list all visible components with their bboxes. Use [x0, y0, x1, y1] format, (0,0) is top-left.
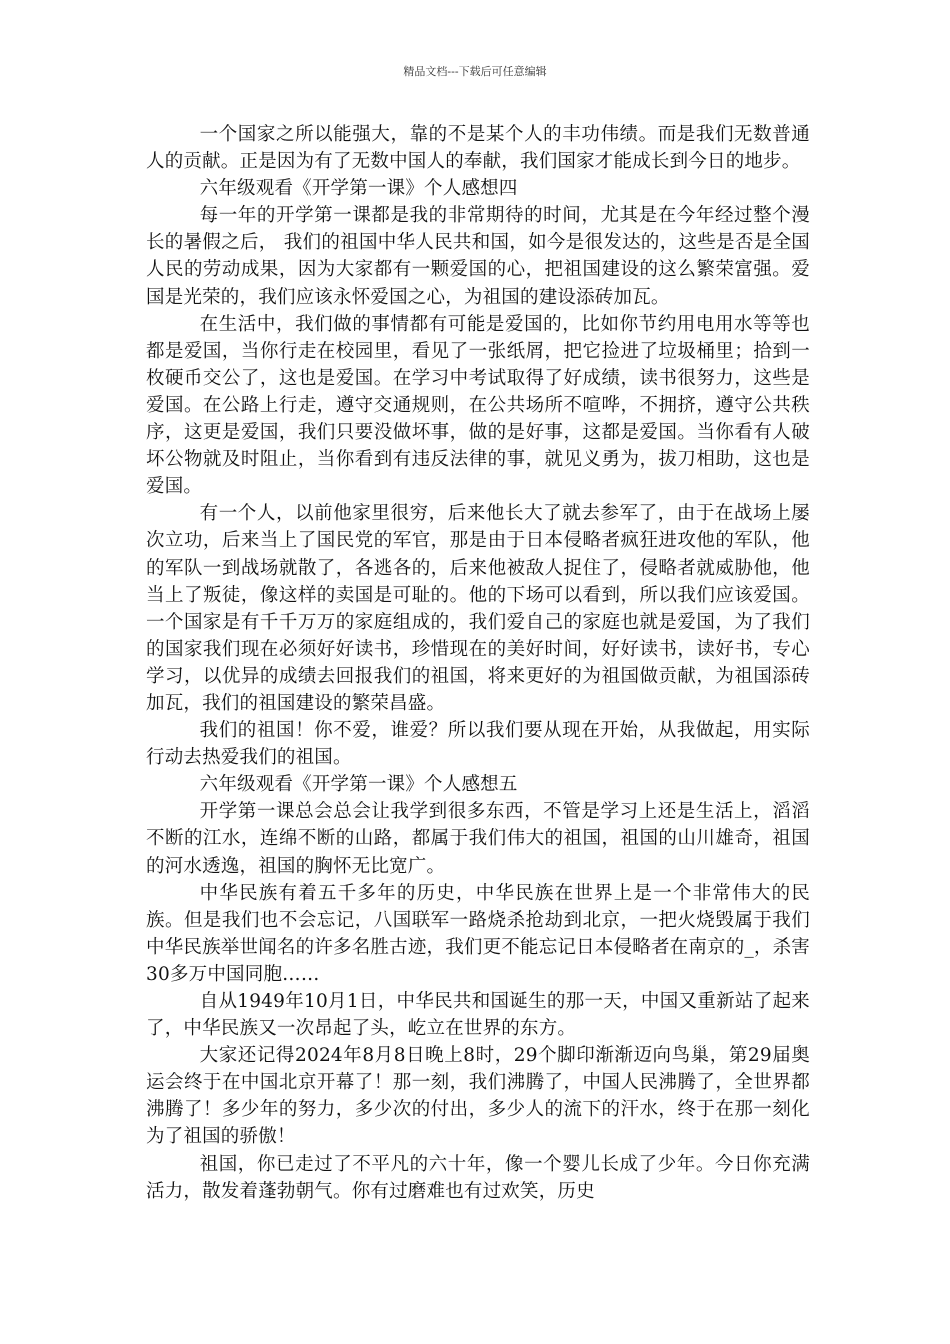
paragraph: 在生活中，我们做的事情都有可能是爱国的，比如你节约用电用水等等也都是爱国，当你行走在校园里，看见了一张纸屑，把它捡进了垃圾桶里；拾到一枚硬币交公了，这也是爱国。在学习中考试取得了好成绩，读书很努力，这些是爱国。在公路上行走，遵守交通规则，在公共场所不喧哗，不拥挤，遵守公共秩序，这更是爱国，我们只要没做坏事，做的是好事，这都是爱国。当你看有人破坏公物就及时阻止，当你看到有违反法律的事，就见义勇为，拔刀相助，这也是爱国。 [146, 313, 810, 498]
paragraph: 祖国，你已走过了不平凡的六十年，像一个婴儿长成了少年。今日你充满活力，散发着蓬勃朝气。你有过磨难也有过欢笑，历史 [146, 1153, 810, 1202]
paragraph: 我们的祖国！你不爱，谁爱？所以我们要从现在开始，从我做起，用实际行动去热爱我们的祖国。 [146, 720, 810, 769]
paragraph: 大家还记得2024年8月8日晚上8时，29个脚印渐渐迈向鸟巢，第29届奥运会终于在中国北京开幕了！那一刻，我们沸腾了，中国人民沸腾了，全世界都沸腾了！多少年的努力，多少次的付出，多少人的流下的汗水，终于在那一刻化为了祖国的骄傲！ [146, 1045, 810, 1148]
paragraph: 自从1949年10月1日，中华民共和国诞生的那一天，中国又重新站了起来了，中华民族又一次昂起了头，屹立在世界的东方。 [146, 991, 810, 1040]
paragraph: 有一个人，以前他家里很穷，后来他长大了就去参军了，由于在战场上屡次立功，后来当上了国民党的军官，那是由于日本侵略者疯狂进攻他的军队，他的军队一到战场就散了，各逃各的，后来他被敌人捉住了，侵略者就威胁他，他当上了叛徒，像这样的卖国是可耻的。他的下场可以看到，所以我们应该爱国。一个国家是有千千万万的家庭组成的，我们爱自己的家庭也就是爱国，为了我们的国家我们现在必须好好读书，珍惜现在的美好时间，好好读书，读好书，专心学习，以优异的成绩去回报我们的祖国，将来更好的为祖国做贡献，为祖国添砖加瓦，我们的祖国建设的繁荣昌盛。 [146, 503, 810, 714]
paragraph: 开学第一课总会总会让我学到很多东西，不管是学习上还是生活上，滔滔不断的江水，连绵不断的山路，都属于我们伟大的祖国，祖国的山川雄奇，祖国的河水透逸，祖国的胸怀无比宽广。 [146, 801, 810, 877]
page-header: 精品文档---下载后可任意编辑 [403, 65, 547, 78]
paragraph: 一个国家之所以能强大，靠的不是某个人的丰功伟绩。而是我们无数普通人的贡献。正是因为有了无数中国人的奉献，我们国家才能成长到今日的地步。 [146, 124, 810, 173]
section-heading: 六年级观看《开学第一课》个人感想五 [199, 774, 518, 796]
paragraph: 中华民族有着五千多年的历史，中华民族在世界上是一个非常伟大的民族。但是我们也不会忘记，八国联军一路烧杀抢劫到北京，一把火烧毁属于我们中华民族举世闻名的许多名胜古迹，我们更不能忘记日本侵略者在南京的_，杀害30多万中国同胞…… [146, 882, 810, 985]
paragraph: 每一年的开学第一课都是我的非常期待的时间，尤其是在今年经过整个漫长的暑假之后， 我们的祖国中华人民共和国，如今是很发达的，这些是否是全国人民的劳动成果，因为大家都有一颗爱国的心，把祖国建设的这么繁荣富强。爱国是光荣的，我们应该永怀爱国之心，为祖国的建设添砖加瓦。 [146, 205, 810, 308]
section-heading: 六年级观看《开学第一课》个人感想四 [199, 178, 518, 200]
document-body [146, 121, 810, 1205]
